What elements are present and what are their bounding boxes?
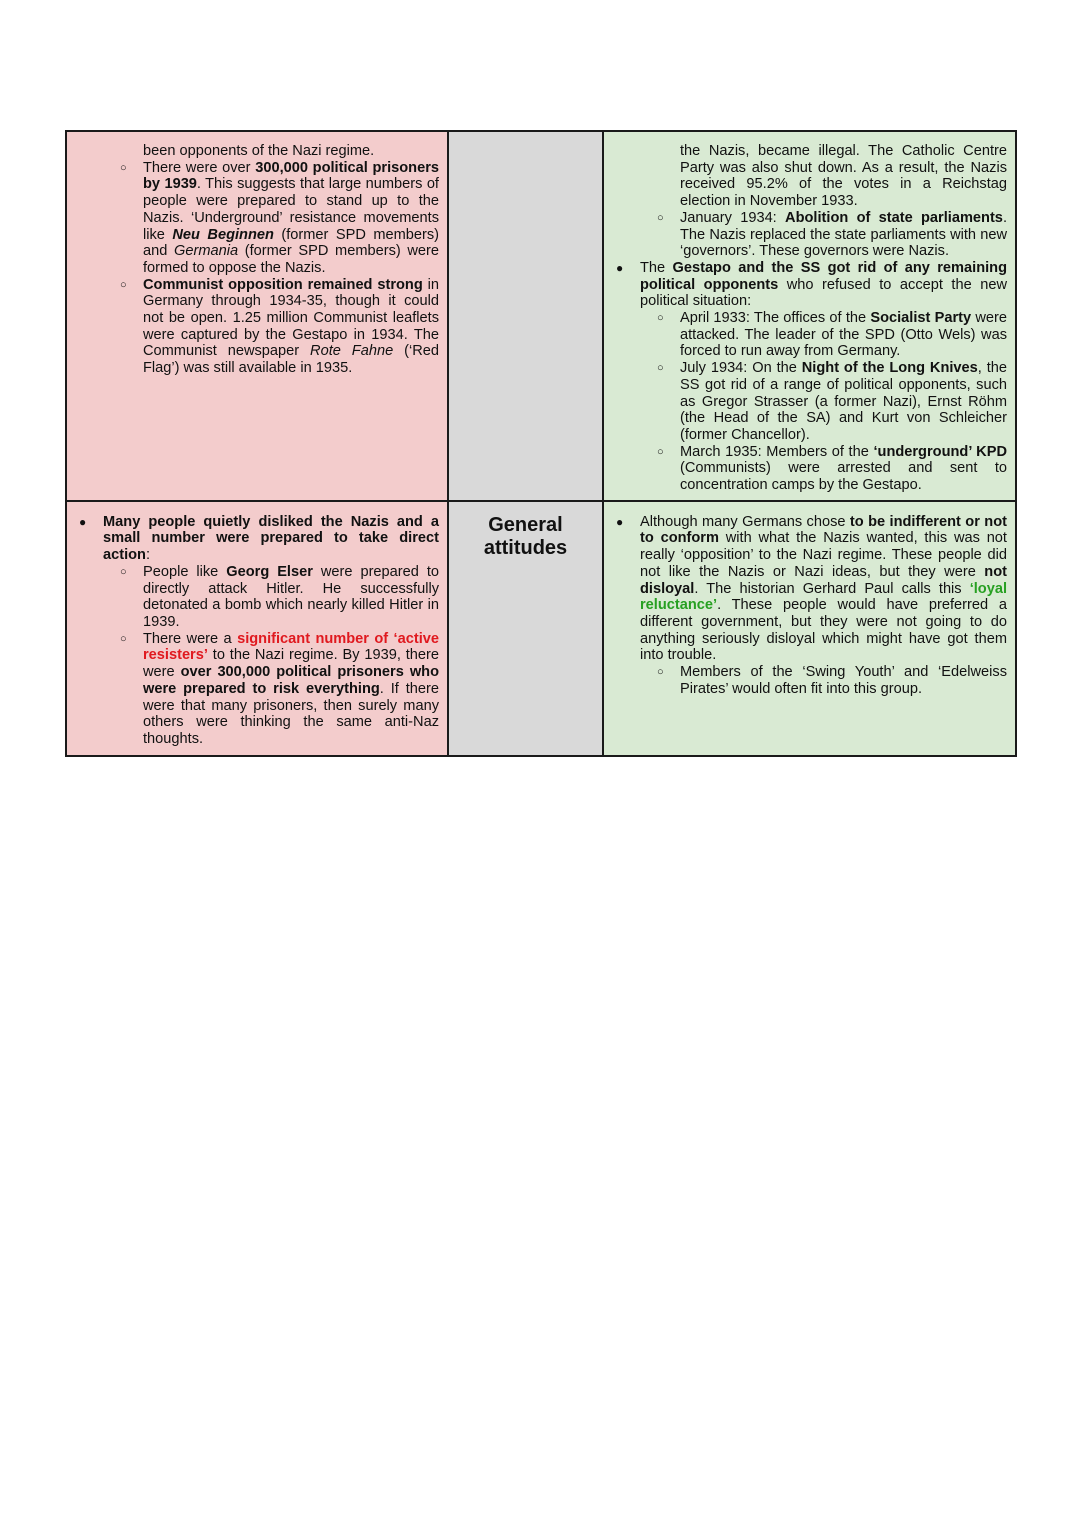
list-item: ● Although many Germans chose to be indifferent or not to conform with what the Nazis wanted, this was not really ‘opposition’ to the Nazi regime. These people did not like the Nazis or Nazi ideas, but they were not disloyal. The historian Gerhard Paul calls this ‘loyal reluctance’. These people would have preferred a different government, but they were not going to do anything seriously disloyal which might have got them into trouble.: [610, 514, 1007, 664]
list-item: the Nazis, became illegal. The Catholic Centre Party was also shut down. As a result, the Nazis received 95.2% of the votes in a Reichstag election in November 1933.: [680, 143, 1007, 210]
opposition-table: [65, 130, 1017, 757]
row-heading: General attitudes: [483, 513, 568, 559]
highlight-green: ‘loyal reluctance’: [640, 580, 1007, 614]
middle-cell: [448, 501, 603, 756]
list-item: ○ March 1935: Members of the ‘underground’ KPD (Communists) were arrested and sent to concentration camps by the Gestapo.: [610, 444, 1007, 494]
right-cell: [603, 131, 1016, 501]
table-row: [66, 131, 1016, 501]
list-item: ○ January 1934: Abolition of state parliaments. The Nazis replaced the state parliaments with new ‘governors’. These governors were Nazis.: [610, 210, 1007, 260]
list-item: ○ Members of the ‘Swing Youth’ and ‘Edelweiss Pirates’ would often fit into this group.: [610, 664, 1007, 697]
list-item: been opponents of the Nazi regime.: [143, 143, 375, 159]
left-cell: [66, 131, 448, 501]
row-heading: [449, 132, 602, 144]
list-item: ○ There were a significant number of ‘active resisters’ to the Nazi regime. By 1939, there were over 300,000 political prisoners who were prepared to risk everything. If there were that many prisoners, then surely many others were thinking the same anti-Naz thoughts.: [73, 631, 439, 748]
right-list: [610, 514, 1007, 698]
highlight-red: significant number of ‘active resisters’: [143, 630, 439, 664]
list-item: ● The Gestapo and the SS got rid of any remaining political opponents who refused to accept the new political situation:: [610, 260, 1007, 310]
list-item: ○ April 1933: The offices of the Socialist Party were attacked. The leader of the SPD (Otto Wels) was forced to run away from Germany.: [610, 310, 1007, 360]
left-list: [73, 514, 439, 748]
middle-cell: [448, 131, 603, 501]
left-cell: [66, 501, 448, 756]
list-item: ○ There were over 300,000 political prisoners by 1939. This suggests that large numbers of people were prepared to stand up to the Nazis. ‘Underground’ resistance movements like Neu Beginnen (former SPD members) and Germania (former SPD members) were formed to oppose the Nazis.: [73, 160, 439, 277]
left-list: [73, 143, 439, 377]
list-item: ○ Communist opposition remained strong in Germany through 1934-35, though it could not be open. 1.25 million Communist leaflets were captured by the Gestapo in 1934. The Communist newspaper Rote Fahne (‘Red Flag’) was still available in 1935.: [73, 277, 439, 377]
table-row: [66, 501, 1016, 756]
list-item: ● Many people quietly disliked the Nazis and a small number were prepared to take direct action:: [73, 514, 439, 564]
list-item: ○ People like Georg Elser were prepared to directly attack Hitler. He successfully detonated a bomb which nearly killed Hitler in 1939.: [73, 564, 439, 631]
right-list: [610, 143, 1007, 494]
list-item: ○ July 1934: On the Night of the Long Knives, the SS got rid of a range of political opponents, such as Gregor Strasser (a former Nazi), Ernst Röhm (the Head of the SA) and Kurt von Schleicher (former Chancellor).: [610, 360, 1007, 444]
right-cell: [603, 501, 1016, 756]
